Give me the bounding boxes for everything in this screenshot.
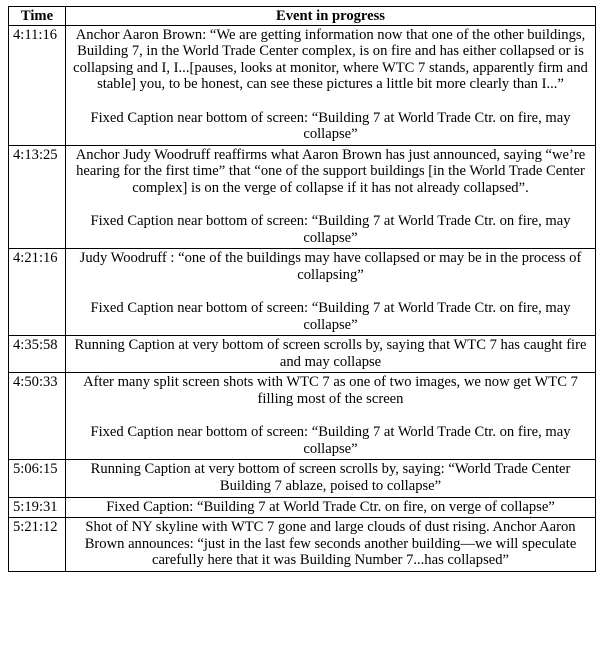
table-row: [9, 373, 596, 460]
event-paragraph: Fixed Caption near bottom of screen: “Building 7 at World Trade Ctr. on fire, may collapse”: [90, 213, 571, 246]
event-paragraph: Shot of NY skyline with WTC 7 gone and large clouds of dust rising. Anchor Aaron Brown announces: “just in the last few seconds another building—we will speculate carefully here that it was Building Number 7...has collapsed”: [84, 519, 577, 569]
table-row: [9, 460, 596, 497]
time-cell: 5:21:12: [9, 518, 66, 572]
table-row: [9, 249, 596, 336]
time-cell: 4:13:25: [9, 145, 66, 249]
event-paragraph: Fixed Caption: “Building 7 at World Trade Ctr. on fire, on verge of collapse”: [106, 498, 555, 515]
event-paragraph: Fixed Caption near bottom of screen: “Building 7 at World Trade Ctr. on fire, may collapse”: [90, 424, 571, 457]
table-row: [9, 497, 596, 518]
table-row: [9, 336, 596, 373]
event-paragraph: Anchor Judy Woodruff reaffirms what Aaron Brown has just announced, saying “we’re hearing for the first time” that “one of the support buildings [in the World Trade Center complex] is on the verge of collapse if it has not already collapsed”.: [75, 146, 586, 196]
event-paragraph: Fixed Caption near bottom of screen: “Building 7 at World Trade Ctr. on fire, may collapse”: [90, 109, 571, 143]
event-cell: [66, 249, 596, 336]
time-column-header: Time: [9, 7, 66, 26]
event-column-header: Event in progress: [66, 7, 596, 26]
table-body: [9, 25, 596, 571]
table-row: [9, 145, 596, 249]
time-cell: 5:19:31: [9, 497, 66, 518]
time-cell: 4:35:58: [9, 336, 66, 373]
event-paragraph: Judy Woodruff : “one of the buildings may have collapsed or may be in the process of collapsing”: [79, 250, 582, 283]
event-cell: [66, 460, 596, 497]
event-cell: [66, 145, 596, 249]
header-row: [9, 7, 596, 26]
event-cell: [66, 25, 596, 145]
event-cell: [66, 373, 596, 460]
event-cell: [66, 336, 596, 373]
event-paragraph: Running Caption at very bottom of screen scrolls by, saying: “World Trade Center Building 7 ablaze, poised to collapse”: [90, 461, 571, 495]
event-cell: [66, 518, 596, 572]
time-cell: 4:11:16: [9, 25, 66, 145]
event-paragraph: Running Caption at very bottom of screen scrolls by, saying that WTC 7 has caught fire and may collapse: [74, 337, 587, 370]
table-row: [9, 25, 596, 145]
event-paragraph: Anchor Aaron Brown: “We are getting information now that one of the other buildings, Building 7, in the World Trade Center complex, is on fire and has either collapsed or is collapsing and I, I...[pauses, looks at monitor, where WTC 7 stands, apparently firm and stable] you, to be honest, can see these pictures a little bit more clearly than I...”: [73, 26, 588, 93]
time-cell: 4:21:16: [9, 249, 66, 336]
event-paragraph: Fixed Caption near bottom of screen: “Building 7 at World Trade Ctr. on fire, may collapse”: [90, 300, 571, 333]
time-cell: 5:06:15: [9, 460, 66, 497]
table-row: [9, 518, 596, 572]
event-cell: [66, 497, 596, 518]
time-cell: 4:50:33: [9, 373, 66, 460]
timeline-table: [8, 6, 596, 572]
event-paragraph: After many split screen shots with WTC 7 as one of two images, we now get WTC 7 filling most of the screen: [83, 374, 578, 408]
